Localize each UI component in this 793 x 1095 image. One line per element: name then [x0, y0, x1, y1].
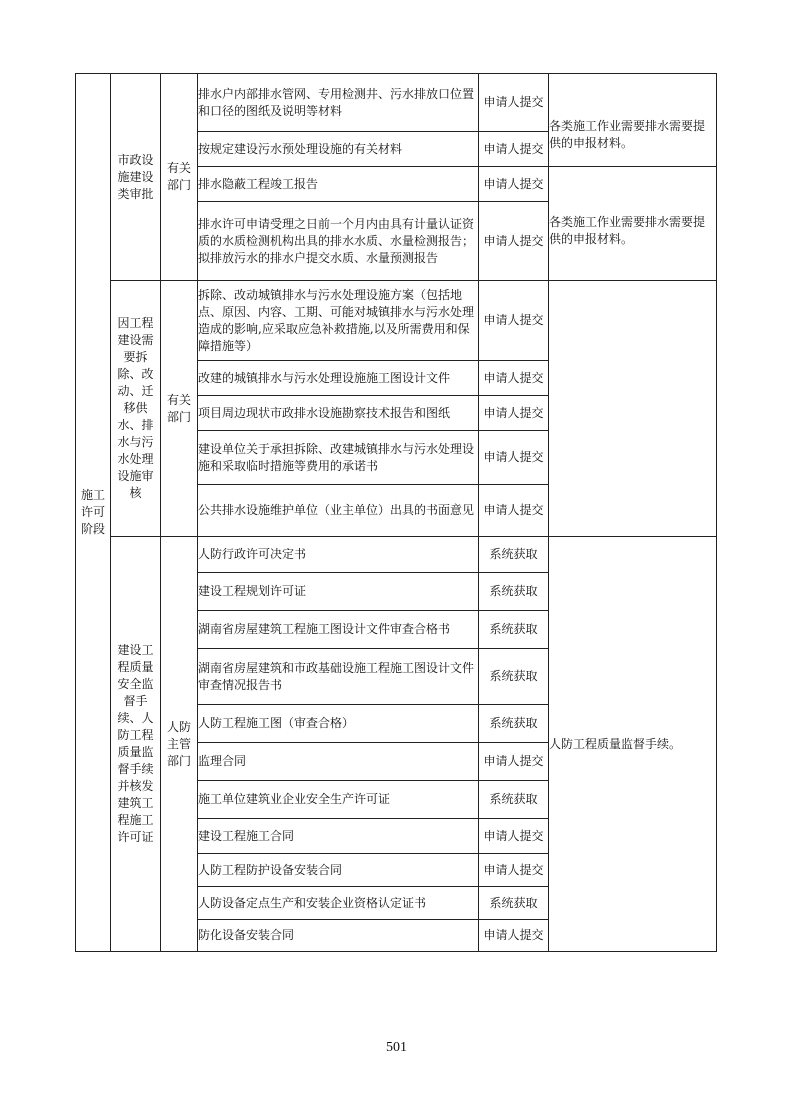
- source-cell: 申请人提交: [479, 819, 549, 854]
- table-row: [76, 537, 717, 573]
- dept-cell: [161, 537, 198, 952]
- material-cell: 湖南省房屋建筑工程施工图设计文件审查合格书: [198, 611, 479, 649]
- material-cell: 按规定建设污水预处理设施的有关材料: [198, 132, 479, 167]
- item-cell: [111, 537, 161, 952]
- item-label: 因工程建设需要拆除、改动、迁移供水、排水与污水处理设施审核: [117, 316, 154, 500]
- note-cell: [549, 167, 717, 281]
- material-cell: 人防设备定点生产和安装企业资格认定证书: [198, 887, 479, 920]
- material-cell: 排水隐蔽工程竣工报告: [198, 167, 479, 202]
- material-cell: 公共排水设施维护单位（业主单位）出具的书面意见: [198, 485, 479, 537]
- source-cell: 申请人提交: [479, 202, 549, 281]
- item-cell: [111, 74, 161, 281]
- material-cell: 建设单位关于承担拆除、改建城镇排水与污水处理设施和采取临时措施等费用的承诺书: [198, 431, 479, 485]
- table-row: [76, 281, 717, 361]
- material-cell: 人防行政许可决定书: [198, 537, 479, 573]
- dept-label: 有关部门: [166, 392, 191, 424]
- note-cell: [549, 537, 717, 952]
- material-cell: 湖南省房屋建筑和市政基础设施工程施工图设计文件审查情况报告书: [198, 649, 479, 705]
- item-label: 建设工程质量安全监督手续、人防工程质量监督手续并核发建筑工程施工许可证: [117, 643, 154, 844]
- source-cell: 申请人提交: [479, 281, 549, 361]
- material-cell: 人防工程施工图（审查合格）: [198, 705, 479, 743]
- material-cell: 排水许可申请受理之日前一个月内由具有计量认证资质的水质检测机构出具的排水水质、水量检测报告；拟排放污水的排水户提交水质、水量预测报告: [198, 202, 479, 281]
- source-cell: 申请人提交: [479, 74, 549, 132]
- material-cell: 建设工程规划许可证: [198, 573, 479, 611]
- material-cell: 拆除、改动城镇排水与污水处理设施方案（包括地点、原因、内容、工期、可能对城镇排水与污水处理造成的影响,应采取应急补救措施,以及所需费用和保障措施等）: [198, 281, 479, 361]
- source-cell: 申请人提交: [479, 396, 549, 431]
- source-cell: 申请人提交: [479, 854, 549, 887]
- material-cell: 排水户内部排水管网、专用检测井、污水排放口位置和口径的图纸及说明等材料: [198, 74, 479, 132]
- material-cell: 改建的城镇排水与污水处理设施施工图设计文件: [198, 361, 479, 396]
- table-row: [76, 74, 717, 132]
- stage-cell: [76, 74, 111, 952]
- source-cell: 申请人提交: [479, 485, 549, 537]
- source-cell: 申请人提交: [479, 132, 549, 167]
- source-cell: 系统获取: [479, 611, 549, 649]
- note-cell-empty: [549, 281, 717, 537]
- material-cell: 人防工程防护设备安装合同: [198, 854, 479, 887]
- source-cell: 系统获取: [479, 649, 549, 705]
- material-cell: 防化设备安装合同: [198, 920, 479, 952]
- material-cell: 监理合同: [198, 743, 479, 781]
- stage-label: 施工许可阶段: [80, 488, 105, 536]
- source-cell: 系统获取: [479, 705, 549, 743]
- item-label: 市政设施建设类审批: [117, 152, 154, 201]
- page-number: 501: [386, 1040, 407, 1055]
- note-cell: [549, 74, 717, 167]
- source-cell: 申请人提交: [479, 361, 549, 396]
- source-cell: 系统获取: [479, 573, 549, 611]
- source-cell: 申请人提交: [479, 920, 549, 952]
- material-cell: 项目周边现状市政排水设施勘察技术报告和图纸: [198, 396, 479, 431]
- note-text: 各类施工作业需要排水需要提供的申报材料。: [549, 118, 706, 150]
- material-cell: 建设工程施工合同: [198, 819, 479, 854]
- dept-cell: [161, 74, 198, 281]
- dept-label: 有关部门: [166, 161, 191, 192]
- source-cell: 系统获取: [479, 537, 549, 573]
- source-cell: 系统获取: [479, 781, 549, 819]
- materials-table: [75, 73, 717, 952]
- source-cell: 申请人提交: [479, 167, 549, 202]
- dept-label: 人防主管部门: [166, 719, 191, 768]
- dept-cell: [161, 281, 198, 537]
- source-cell: 申请人提交: [479, 431, 549, 485]
- note-text: 各类施工作业需要排水需要提供的申报材料。: [549, 215, 706, 246]
- source-cell: 系统获取: [479, 887, 549, 920]
- note-text: 人防工程质量监督手续。: [549, 736, 682, 751]
- material-cell: 施工单位建筑业企业安全生产许可证: [198, 781, 479, 819]
- source-cell: 申请人提交: [479, 743, 549, 781]
- item-cell: [111, 281, 161, 537]
